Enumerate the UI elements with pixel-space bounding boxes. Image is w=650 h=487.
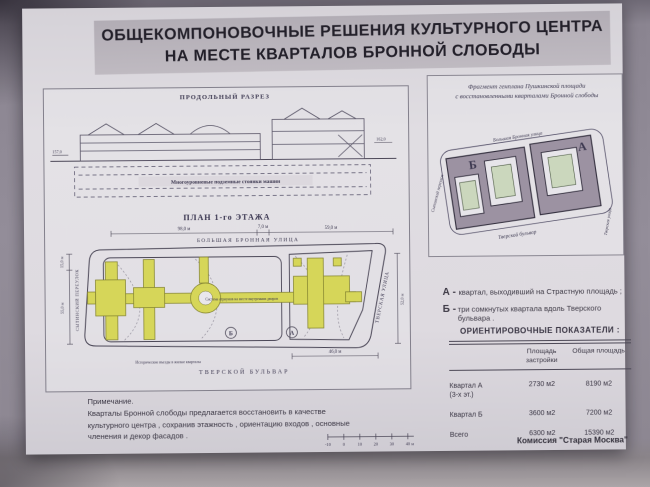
table-row-kvartal-a bbox=[449, 380, 631, 400]
scale-bar bbox=[322, 431, 432, 448]
row-built-value: 2730 м2 bbox=[528, 380, 556, 388]
elevation-left-label: 157,0 bbox=[52, 149, 62, 155]
poster-title-line-2: НА МЕСТЕ КВАРТАЛОВ БРОННОЙ СЛОБОДЫ bbox=[164, 41, 541, 66]
elevation-right-label: 162,0 bbox=[376, 136, 386, 142]
legend-item-a bbox=[443, 285, 629, 298]
poster-title-line-1: ОБЩЕКОМПОНОВОЧНЫЕ РЕШЕНИЯ КУЛЬТУРНОГО ЦЕНТРА bbox=[101, 18, 604, 45]
table-rule-header bbox=[449, 368, 631, 371]
street-label-tverskaya: ТВЕРСКАЯ УЛИЦА bbox=[375, 271, 391, 324]
indicators-table bbox=[449, 325, 632, 440]
row-built-value: 3600 м2 bbox=[528, 409, 556, 418]
note-heading: Примечание. bbox=[87, 396, 134, 407]
credit-text: Комиссия "Старая Москва" bbox=[516, 435, 628, 446]
scale-bar-line bbox=[328, 436, 414, 437]
atrium-system-label: Система атриумов на месте внутренних дворов bbox=[205, 296, 278, 302]
block-a-letter: А bbox=[289, 330, 295, 337]
dim-59-label: 59,0 м bbox=[324, 225, 338, 231]
row-label: Всего bbox=[449, 431, 469, 439]
scale-label: 40 м bbox=[405, 441, 415, 447]
note-line: Кварталы Бронной слободы предлагается восстановить в качестве bbox=[87, 406, 326, 418]
masterplan-map-drawing bbox=[428, 74, 622, 254]
map-block-b-letter: Б bbox=[467, 157, 478, 173]
row-total-value: 7200 м2 bbox=[585, 409, 613, 417]
dim-55-label: 55,0 м bbox=[59, 302, 65, 315]
map-block-a-letter: А bbox=[576, 138, 588, 154]
map-caption-line-2: с восстановленными кварталами Бронной слободы bbox=[455, 92, 599, 101]
longitudinal-section-drawing bbox=[44, 86, 407, 207]
legend-item-b bbox=[443, 302, 629, 323]
block-legend bbox=[443, 285, 629, 329]
street-label-tverskoy-bulvar: ТВЕРСКОЙ БУЛЬВАР bbox=[199, 369, 290, 377]
street-label-sytinsky: СЫТИНСКИЙ ПЕРЕУЛОК bbox=[74, 269, 80, 332]
note-line: культурного центра , сохранив этажность , ориентацию входов , основные bbox=[87, 418, 350, 430]
masterplan-panel bbox=[427, 73, 625, 257]
scale-label: 20 bbox=[373, 441, 379, 447]
scale-bar-labels bbox=[325, 441, 414, 447]
underground-parking-label: Многоуровневые подземные стоянки машин bbox=[170, 178, 281, 186]
scale-label: -10 bbox=[324, 441, 331, 447]
note-line: членения и декор фасадов . bbox=[87, 431, 188, 442]
drawings-panel bbox=[43, 85, 412, 392]
row-total-value: 8190 м2 bbox=[585, 380, 613, 388]
dim-52-label: 52,0 м bbox=[399, 293, 405, 306]
dim-46-label: 46,0 м bbox=[328, 349, 342, 355]
poster-sheet bbox=[22, 3, 626, 454]
table-header-row bbox=[449, 347, 631, 366]
map-blocks-group bbox=[438, 123, 616, 248]
dim-15-label: 15,0 м bbox=[59, 256, 65, 269]
block-b-letter: Б bbox=[228, 331, 233, 338]
map-street-top: Большая Бронная улица bbox=[492, 131, 543, 144]
legend-a-text: квартал, выходивший на Страстную площадь ; bbox=[458, 286, 622, 297]
historic-entries-caption: Исторические въезды в жилые кварталы bbox=[135, 360, 201, 365]
map-street-left: Сытинский переулок bbox=[429, 173, 445, 213]
column-header-total-area: Общая площадь bbox=[572, 347, 625, 355]
scale-label: 0 bbox=[342, 441, 346, 447]
table-row-kvartal-b bbox=[450, 409, 632, 420]
map-green-3 bbox=[548, 154, 576, 188]
row-label: Квартал Б bbox=[449, 411, 483, 419]
first-floor-plan-drawing bbox=[45, 221, 408, 390]
dim-7-label: 7,0 м bbox=[257, 224, 269, 231]
row-sublabel: (3-х эт.) bbox=[449, 391, 474, 399]
plan-title: ПЛАН 1-го ЭТАЖА bbox=[183, 212, 271, 223]
street-label-bolshaya-bronnaya: БОЛЬШАЯ БРОННАЯ УЛИЦА bbox=[196, 237, 300, 245]
row-total-value: 15390 м2 bbox=[584, 429, 615, 437]
section-right-building bbox=[272, 108, 364, 160]
legend-b-text: три сомкнутых квартала вдоль Тверского бульвара . bbox=[457, 303, 602, 323]
map-street-bottom: Тверской бульвар bbox=[497, 229, 537, 241]
elevation-marks bbox=[52, 142, 392, 155]
legend-a-letter: А - bbox=[442, 286, 456, 298]
map-street-right: Тверская улица bbox=[602, 207, 613, 236]
map-green-2 bbox=[491, 164, 515, 198]
column-header-built-area: Площадь застройки bbox=[525, 347, 558, 365]
section-left-building bbox=[80, 123, 260, 162]
scale-label: 30 bbox=[389, 441, 395, 447]
row-label: Квартал А bbox=[449, 382, 483, 390]
legend-b-letter: Б - bbox=[442, 303, 457, 315]
left-dimension-line bbox=[66, 254, 73, 344]
map-caption-line-1: Фрагмент генплана Пушкинской площади bbox=[468, 82, 586, 91]
dim-98-label: 98,0 м bbox=[177, 227, 191, 233]
section-title: ПРОДОЛЬНЫЙ РАЗРЕЗ bbox=[179, 93, 270, 102]
table-rule-top bbox=[449, 339, 631, 345]
scale-label: 10 bbox=[357, 441, 363, 447]
table-title: ОРИЕНТИРОВОЧНЫЕ ПОКАЗАТЕЛИ : bbox=[459, 325, 620, 336]
poster-title-strip bbox=[94, 11, 611, 75]
row-built-value: 6300 м2 bbox=[529, 429, 556, 438]
